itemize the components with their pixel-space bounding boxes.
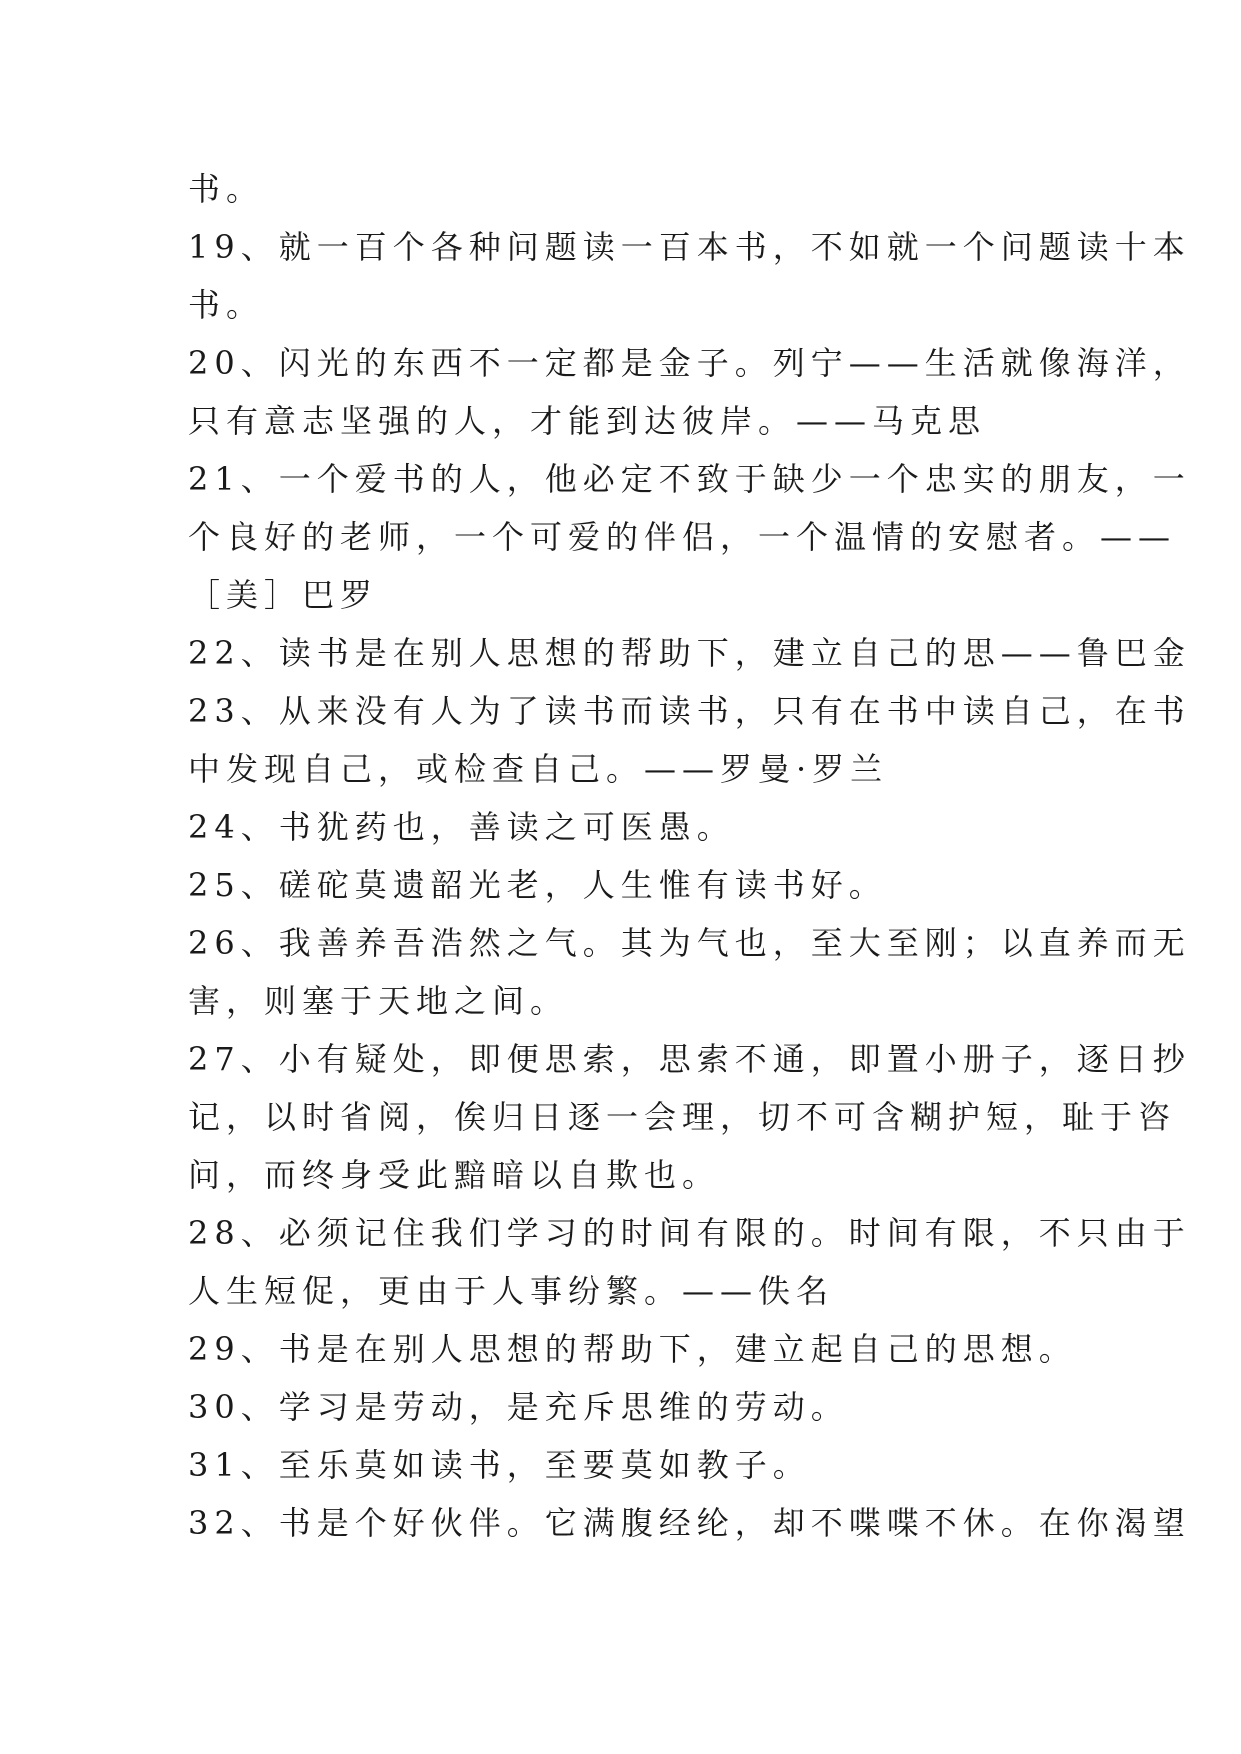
text-line: 24、书犹药也，善读之可医愚。 (188, 808, 735, 846)
text-line: 27、小有疑处，即便思索，思索不通，即置小册子，逐日抄 (188, 1040, 1191, 1078)
text-line: 人生短促，更由于人事纷繁。——佚名 (188, 1272, 835, 1310)
text-line: 20、闪光的东西不一定都是金子。列宁——生活就像海洋， (188, 344, 1191, 382)
text-line: 31、至乐莫如读书，至要莫如教子。 (188, 1446, 811, 1484)
text-line: 中发现自己，或检查自己。——罗曼·罗兰 (188, 750, 889, 788)
text-line: 28、必须记住我们学习的时间有限的。时间有限，不只由于 (188, 1214, 1191, 1252)
text-line: 22、读书是在别人思想的帮助下，建立自己的思——鲁巴金 (188, 634, 1191, 672)
text-line: 29、书是在别人思想的帮助下，建立起自己的思想。 (188, 1330, 1077, 1368)
text-line: 30、学习是劳动，是充斥思维的劳动。 (188, 1388, 849, 1426)
text-line: 21、一个爱书的人，他必定不致于缺少一个忠实的朋友，一 (188, 460, 1191, 498)
text-line: 害，则塞于天地之间。 (188, 982, 569, 1020)
text-line: 书。 (188, 286, 265, 324)
text-line: 问，而终身受此黯暗以自欺也。 (188, 1156, 721, 1194)
text-line: 26、我善养吾浩然之气。其为气也，至大至刚；以直养而无 (188, 924, 1191, 962)
text-line: 23、从来没有人为了读书而读书，只有在书中读自己，在书 (188, 692, 1191, 730)
document-body (188, 160, 1191, 1552)
text-line: 记，以时省阅，俟归日逐一会理，切不可含糊护短，耻于咨 (188, 1098, 1177, 1136)
text-line: 25、磋砣莫遗韶光老，人生惟有读书好。 (188, 866, 887, 904)
text-line: 32、书是个好伙伴。它满腹经纶，却不喋喋不休。在你渴望 (188, 1504, 1191, 1542)
text-line: 书。 (188, 170, 265, 208)
text-line: 19、就一百个各种问题读一百本书，不如就一个问题读十本 (188, 228, 1191, 266)
text-line: 只有意志坚强的人，才能到达彼岸。——马克思 (188, 402, 987, 440)
text-line: 个良好的老师，一个可爱的伴侣，一个温情的安慰者。—— (188, 518, 1177, 556)
text-line: ［美］巴罗 (188, 576, 379, 614)
